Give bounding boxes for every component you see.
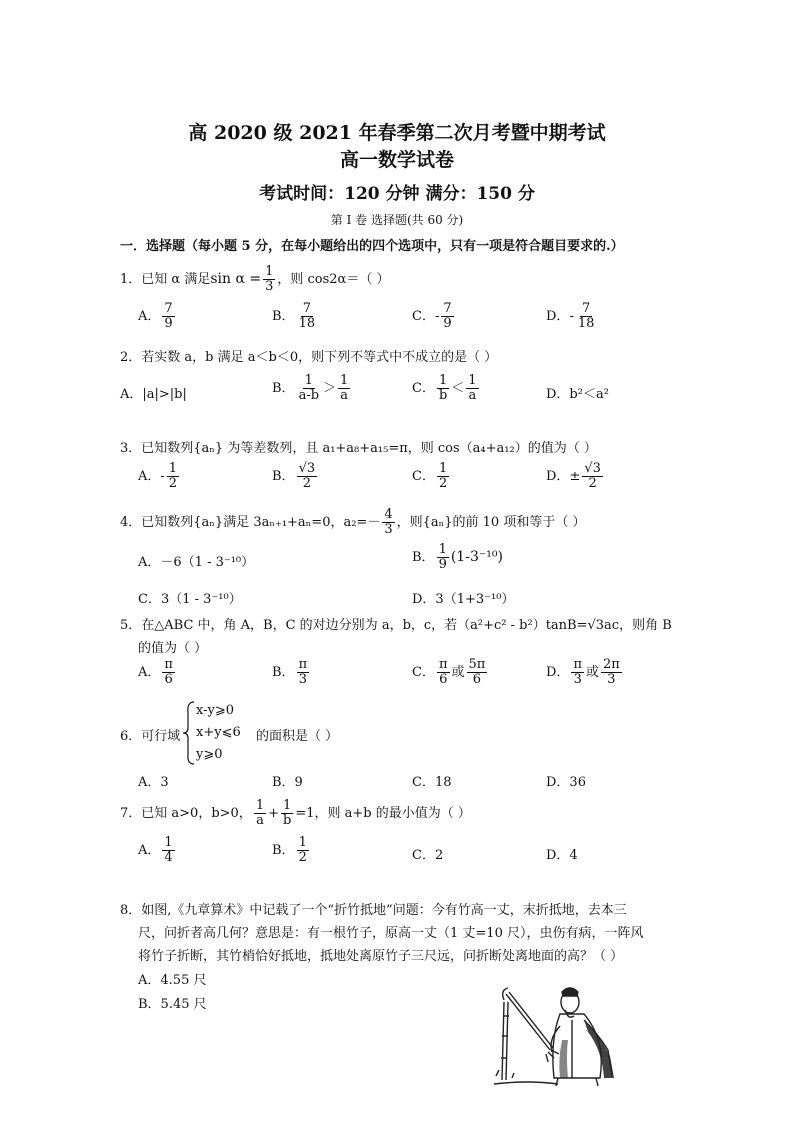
q8-option-a: A．4.55 尺 [138, 973, 207, 988]
q1-sin: sin α = [210, 271, 262, 287]
volume-label: 第 Ⅰ 卷 选择题(共 60 分) [330, 213, 464, 227]
q1-stem: 1．已知 α 满足 [120, 272, 211, 287]
exam-title: 高 2020 级 2021 年春季第二次月考暨中期考试 [188, 122, 606, 144]
q3-option-d: D．± $\frac{√3}{2}$ [546, 461, 601, 491]
question-8-line2: 尺，问折者高几何？意思是：有一根竹子，原高一丈（1 丈=10 尺），虫伤有病，一阵风 [138, 926, 644, 941]
question-7: 7．已知 a>0，b>0， $\frac{1}{a}$ + $\frac{1}{b}$ =1，则 a+b 的最小值为（ ） [120, 798, 471, 828]
question-8-line3: 将竹子折断，其竹梢恰好抵地，抵地处离原竹子三尺远，问折断处离地面的高？（ ） [138, 949, 624, 964]
q1-frac: $\frac{1}{3}$ [265, 264, 274, 294]
q2-option-c: C． $\frac{1}{b}$ ＜ $\frac{1}{a}$ [412, 373, 477, 403]
q4-option-b: B． $\frac{1}{9}$ (1-3⁻¹⁰) [412, 542, 503, 572]
question-8-line1: 8．如图,《九章算术》中记载了一个“折竹抵地”问题：今有竹高一丈，末折抵地，去本三 [120, 903, 627, 918]
q1-option-b: B． $\frac{7}{18}$ [272, 301, 316, 331]
q7-option-b: B． $\frac{1}{2}$ [272, 835, 307, 865]
q4-option-d: D．3（1+3⁻¹⁰） [412, 592, 515, 607]
q1-stem-end: ，则 cos2α＝（ ） [277, 272, 390, 287]
q6-option-b: B．9 [272, 775, 303, 790]
q6-option-d: D．36 [546, 775, 586, 790]
q6-constraint-3: y⩾0 [196, 747, 223, 762]
question-6-stem: 6．可行域 [120, 729, 181, 744]
q4-option-c: C．3（1 - 3⁻¹⁰） [138, 592, 242, 607]
exam-info: 考试时间：120 分钟 满分：150 分 [259, 184, 535, 204]
bamboo-scholar-illustration [488, 980, 638, 1092]
q6-constraint-1: x-y⩾0 [196, 703, 235, 718]
q5-option-a: A． $\frac{\pi}{6}$ [138, 657, 173, 687]
q4-option-a: A．－6（1 - 3⁻¹⁰） [138, 555, 255, 570]
q6-constraint-2: x+y⩽6 [196, 725, 241, 740]
exam-subtitle: 高一数学试卷 [339, 149, 454, 171]
section-heading: 一．选择题（每小题 5 分，在每小题给出的四个选项中，只有一项是符合题目要求的.） [120, 239, 624, 254]
q7-option-a: A． $\frac{1}{4}$ [138, 835, 173, 865]
q1-option-d: D．- $\frac{7}{18}$ [546, 301, 595, 331]
question-3: 3．已知数列{aₙ} 为等差数列，且 a₁+a₈+a₁₅=π，则 cos（a₄+a₁₂）的值为（ ） [120, 441, 597, 456]
q6-option-a: A．3 [138, 775, 169, 790]
q6-option-c: C．18 [412, 775, 452, 790]
question-5-line2: 的值为（ ） [138, 641, 208, 656]
question-6-end: 的面积是（ ） [256, 729, 339, 744]
q5-option-b: B． $\frac{\pi}{3}$ [272, 657, 308, 687]
q3-option-c: C． $\frac{1}{2}$ [412, 461, 448, 491]
q1-option-a: A． $\frac{7}{9}$ [138, 301, 173, 331]
q6-brace-icon [182, 700, 196, 766]
q2-option-d: D．b²＜a² [546, 387, 609, 402]
q5-option-d: D． $\frac{\pi}{3}$ 或 $\frac{2\pi}{3}$ [546, 657, 620, 687]
question-2: 2．若实数 a，b 满足 a＜b＜0，则下列不等式中不成立的是（ ） [120, 350, 498, 365]
q3-option-b: B． $\frac{√3}{2}$ [272, 461, 316, 491]
question-5-line1: 5．在△ABC 中，角 A，B，C 的对边分别为 a，b，c，若（a²+c² - b²）tanB=√3ac，则角 B [120, 618, 672, 633]
q3-option-a: A．- $\frac{1}{2}$ [138, 461, 178, 491]
question-4: 4．已知数列{aₙ}满足 3aₙ₊₁+aₙ=0，a₂=－ $\frac{4}{3}$ ，则{aₙ}的前 10 项和等于（ ） [120, 507, 586, 537]
q5-option-c: C． $\frac{\pi}{6}$ 或 $\frac{5\pi}{6}$ [412, 657, 486, 687]
q7-option-d: D．4 [546, 848, 578, 863]
q2-option-b: B． $\frac{1}{a-b}$ ＞ $\frac{1}{a}$ [272, 373, 349, 403]
q8-option-b: B．5.45 尺 [138, 997, 207, 1012]
q7-option-c: C．2 [412, 848, 444, 863]
q1-option-c: C．- $\frac{7}{9}$ [412, 301, 452, 331]
q2-option-a: A．|a|>|b| [120, 387, 187, 402]
question-1 [120, 265, 389, 294]
